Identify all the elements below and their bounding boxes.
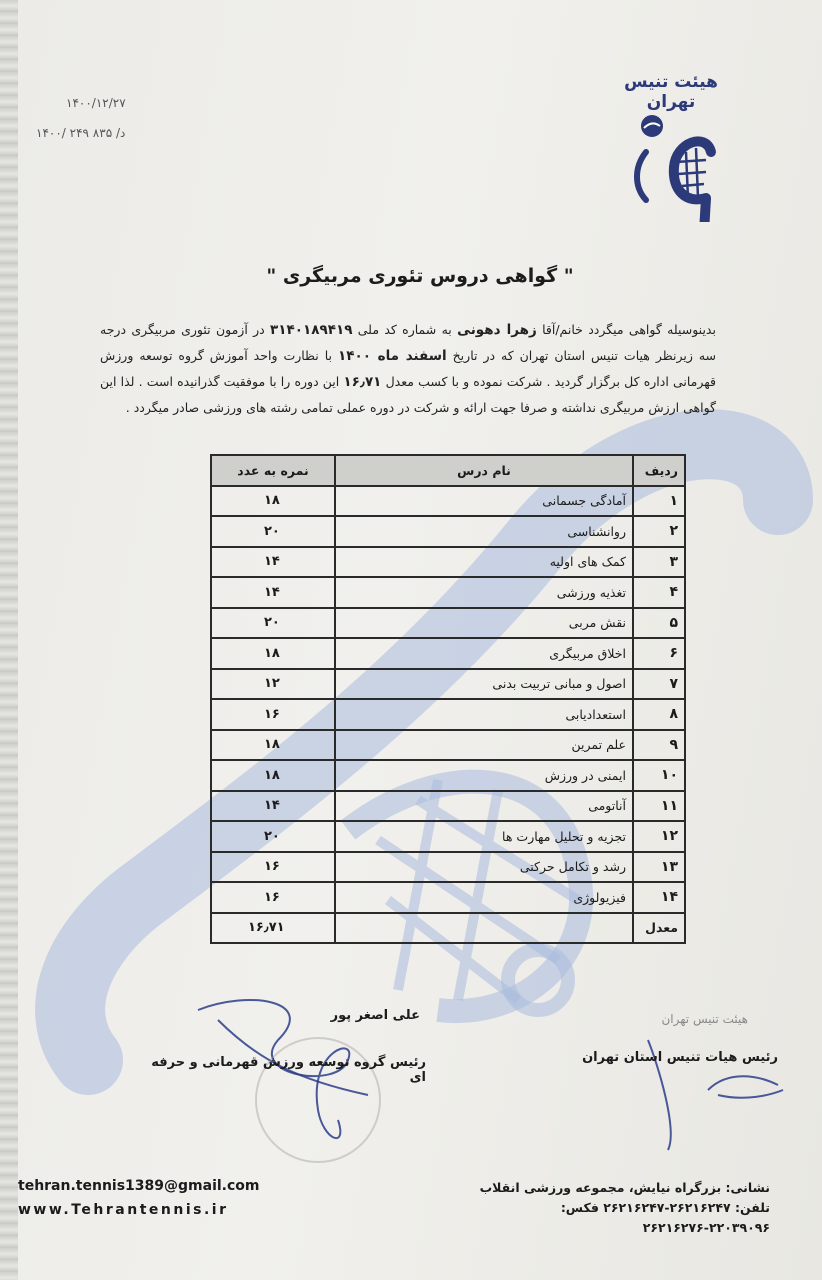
left-signature-block (146, 1008, 426, 1085)
average-row (211, 913, 685, 944)
row-number: ۳ (633, 547, 685, 578)
table-row (211, 608, 685, 639)
issue-date: ۱۴۰۰/۱۲/۲۷ (66, 96, 126, 110)
course-name: کمک های اولیه (335, 547, 633, 578)
course-name: فیزیولوژی (335, 882, 633, 913)
exam-date: اسفند ماه ۱۴۰۰ (337, 348, 447, 364)
recipient-name: زهرا دهونی (457, 322, 537, 338)
tennis-logo-icon (616, 112, 726, 222)
date-block (36, 88, 166, 148)
body-text-2: به شماره کد ملی (352, 322, 458, 337)
course-name: روانشناسی (335, 516, 633, 547)
table-row (211, 882, 685, 913)
footer-contacts (18, 1174, 260, 1222)
course-name: استعدادیابی (335, 699, 633, 730)
course-score: ۲۰ (211, 821, 335, 852)
average-value: ۱۶٫۷۱ (211, 913, 335, 944)
course-score: ۱۲ (211, 669, 335, 700)
table-header-row (211, 455, 685, 486)
course-name: علم تمرین (335, 730, 633, 761)
course-score: ۱۸ (211, 730, 335, 761)
course-name: آمادگی جسمانی (335, 486, 633, 517)
table-row (211, 486, 685, 517)
course-name: ایمنی در ورزش (335, 760, 633, 791)
footer-phone: تلفن: ۲۶۲۱۶۲۴۷-۲۶۲۱۶۲۴۷ فکس: ۲۲۰۳۹۰۹۶-۲۶۲۱۶۲۷۶ (560, 1200, 770, 1235)
table-row (211, 638, 685, 669)
row-number: ۷ (633, 669, 685, 700)
row-number: ۱۰ (633, 760, 685, 791)
body-text-5: این دوره را با موفقیت گذرانیده است . لذا این گواهی ارزش مربیگری نداشته و صرفا جهت ارائه و شرکت در دوره عملی تمامی رشته های ورزشی صادر میگردد . (100, 374, 716, 415)
left-signer-title: رئیس گروه توسعه ورزش قهرمانی و حرفه ای (151, 1055, 426, 1085)
row-number: ۱۱ (633, 791, 685, 822)
table-row (211, 699, 685, 730)
course-name: تجزیه و تحلیل مهارت ها (335, 821, 633, 852)
average-score: ۱۶٫۷۱ (343, 374, 382, 390)
organization-name: هیئت تنیس تهران (624, 72, 718, 112)
table-row (211, 577, 685, 608)
row-number: ۱۲ (633, 821, 685, 852)
table-row (211, 852, 685, 883)
table-row (211, 760, 685, 791)
average-label: معدل (633, 913, 685, 944)
organization-logo (616, 72, 726, 226)
footer-website: www.Tehrantennis.ir (18, 1202, 229, 1218)
table-row (211, 516, 685, 547)
left-signer-name: علی اصغر پور (330, 1008, 420, 1023)
course-name: نقش مربی (335, 608, 633, 639)
row-number: ۹ (633, 730, 685, 761)
right-signer-title: رئیس هیات تنیس استان تهران (582, 1050, 778, 1065)
right-signature-block (578, 1012, 778, 1065)
body-text-1: بدینوسیله گواهی میگردد خانم/آقا (536, 322, 716, 337)
course-score: ۱۴ (211, 791, 335, 822)
row-number: ۶ (633, 638, 685, 669)
certificate-page (18, 0, 822, 1280)
course-name: اصول و مبانی تربیت بدنی (335, 669, 633, 700)
reference-number: ۱۴۰۰/ ۲۴۹ د/ ۸۳۵ (36, 126, 126, 140)
row-number: ۴ (633, 577, 685, 608)
course-score: ۲۰ (211, 516, 335, 547)
table-row (211, 730, 685, 761)
body-text-4: با نظارت واحد آموزش گروه توسعه ورزش قهرمانی اداره کل برگزار گردید . شرکت نموده و با کسب معدل (100, 348, 716, 389)
certificate-body (100, 317, 716, 420)
course-score: ۱۶ (211, 852, 335, 883)
table-row (211, 547, 685, 578)
national-code: ۳۱۴۰۱۸۹۴۱۹ (270, 322, 353, 338)
grades-table (210, 454, 686, 944)
column-header-row: ردیف (633, 455, 685, 486)
row-number: ۲ (633, 516, 685, 547)
course-score: ۱۶ (211, 699, 335, 730)
footer-email: tehran.tennis1389@gmail.com (18, 1178, 260, 1194)
table-row (211, 669, 685, 700)
course-score: ۱۶ (211, 882, 335, 913)
table-row (211, 791, 685, 822)
row-number: ۵ (633, 608, 685, 639)
table-row (211, 821, 685, 852)
row-number: ۱۳ (633, 852, 685, 883)
footer-address-block (440, 1178, 770, 1238)
footer-address: نشانی: بزرگراه نیایش، مجموعه ورزشی انقلاب (479, 1180, 770, 1195)
row-number: ۸ (633, 699, 685, 730)
page-title: " گواهی دروس تئوری مربیگری " (266, 265, 574, 287)
row-number: ۱ (633, 486, 685, 517)
average-empty-cell (335, 913, 633, 944)
course-name: اخلاق مربیگری (335, 638, 633, 669)
course-score: ۱۴ (211, 577, 335, 608)
column-header-course: نام درس (335, 455, 633, 486)
course-score: ۱۸ (211, 638, 335, 669)
column-header-score: نمره به عدد (211, 455, 335, 486)
row-number: ۱۴ (633, 882, 685, 913)
organization-stamp: هیئت تنیس تهران (661, 1012, 748, 1026)
body-text-3: در آزمون تئوری مربیگری درجه سه زیرنظر هیات تنیس استان تهران که در تاریخ (100, 322, 716, 363)
course-score: ۱۸ (211, 486, 335, 517)
course-name: تغذیه ورزشی (335, 577, 633, 608)
course-name: آناتومی (335, 791, 633, 822)
course-name: رشد و تکامل حرکتی (335, 852, 633, 883)
course-score: ۱۴ (211, 547, 335, 578)
course-score: ۲۰ (211, 608, 335, 639)
course-score: ۱۸ (211, 760, 335, 791)
